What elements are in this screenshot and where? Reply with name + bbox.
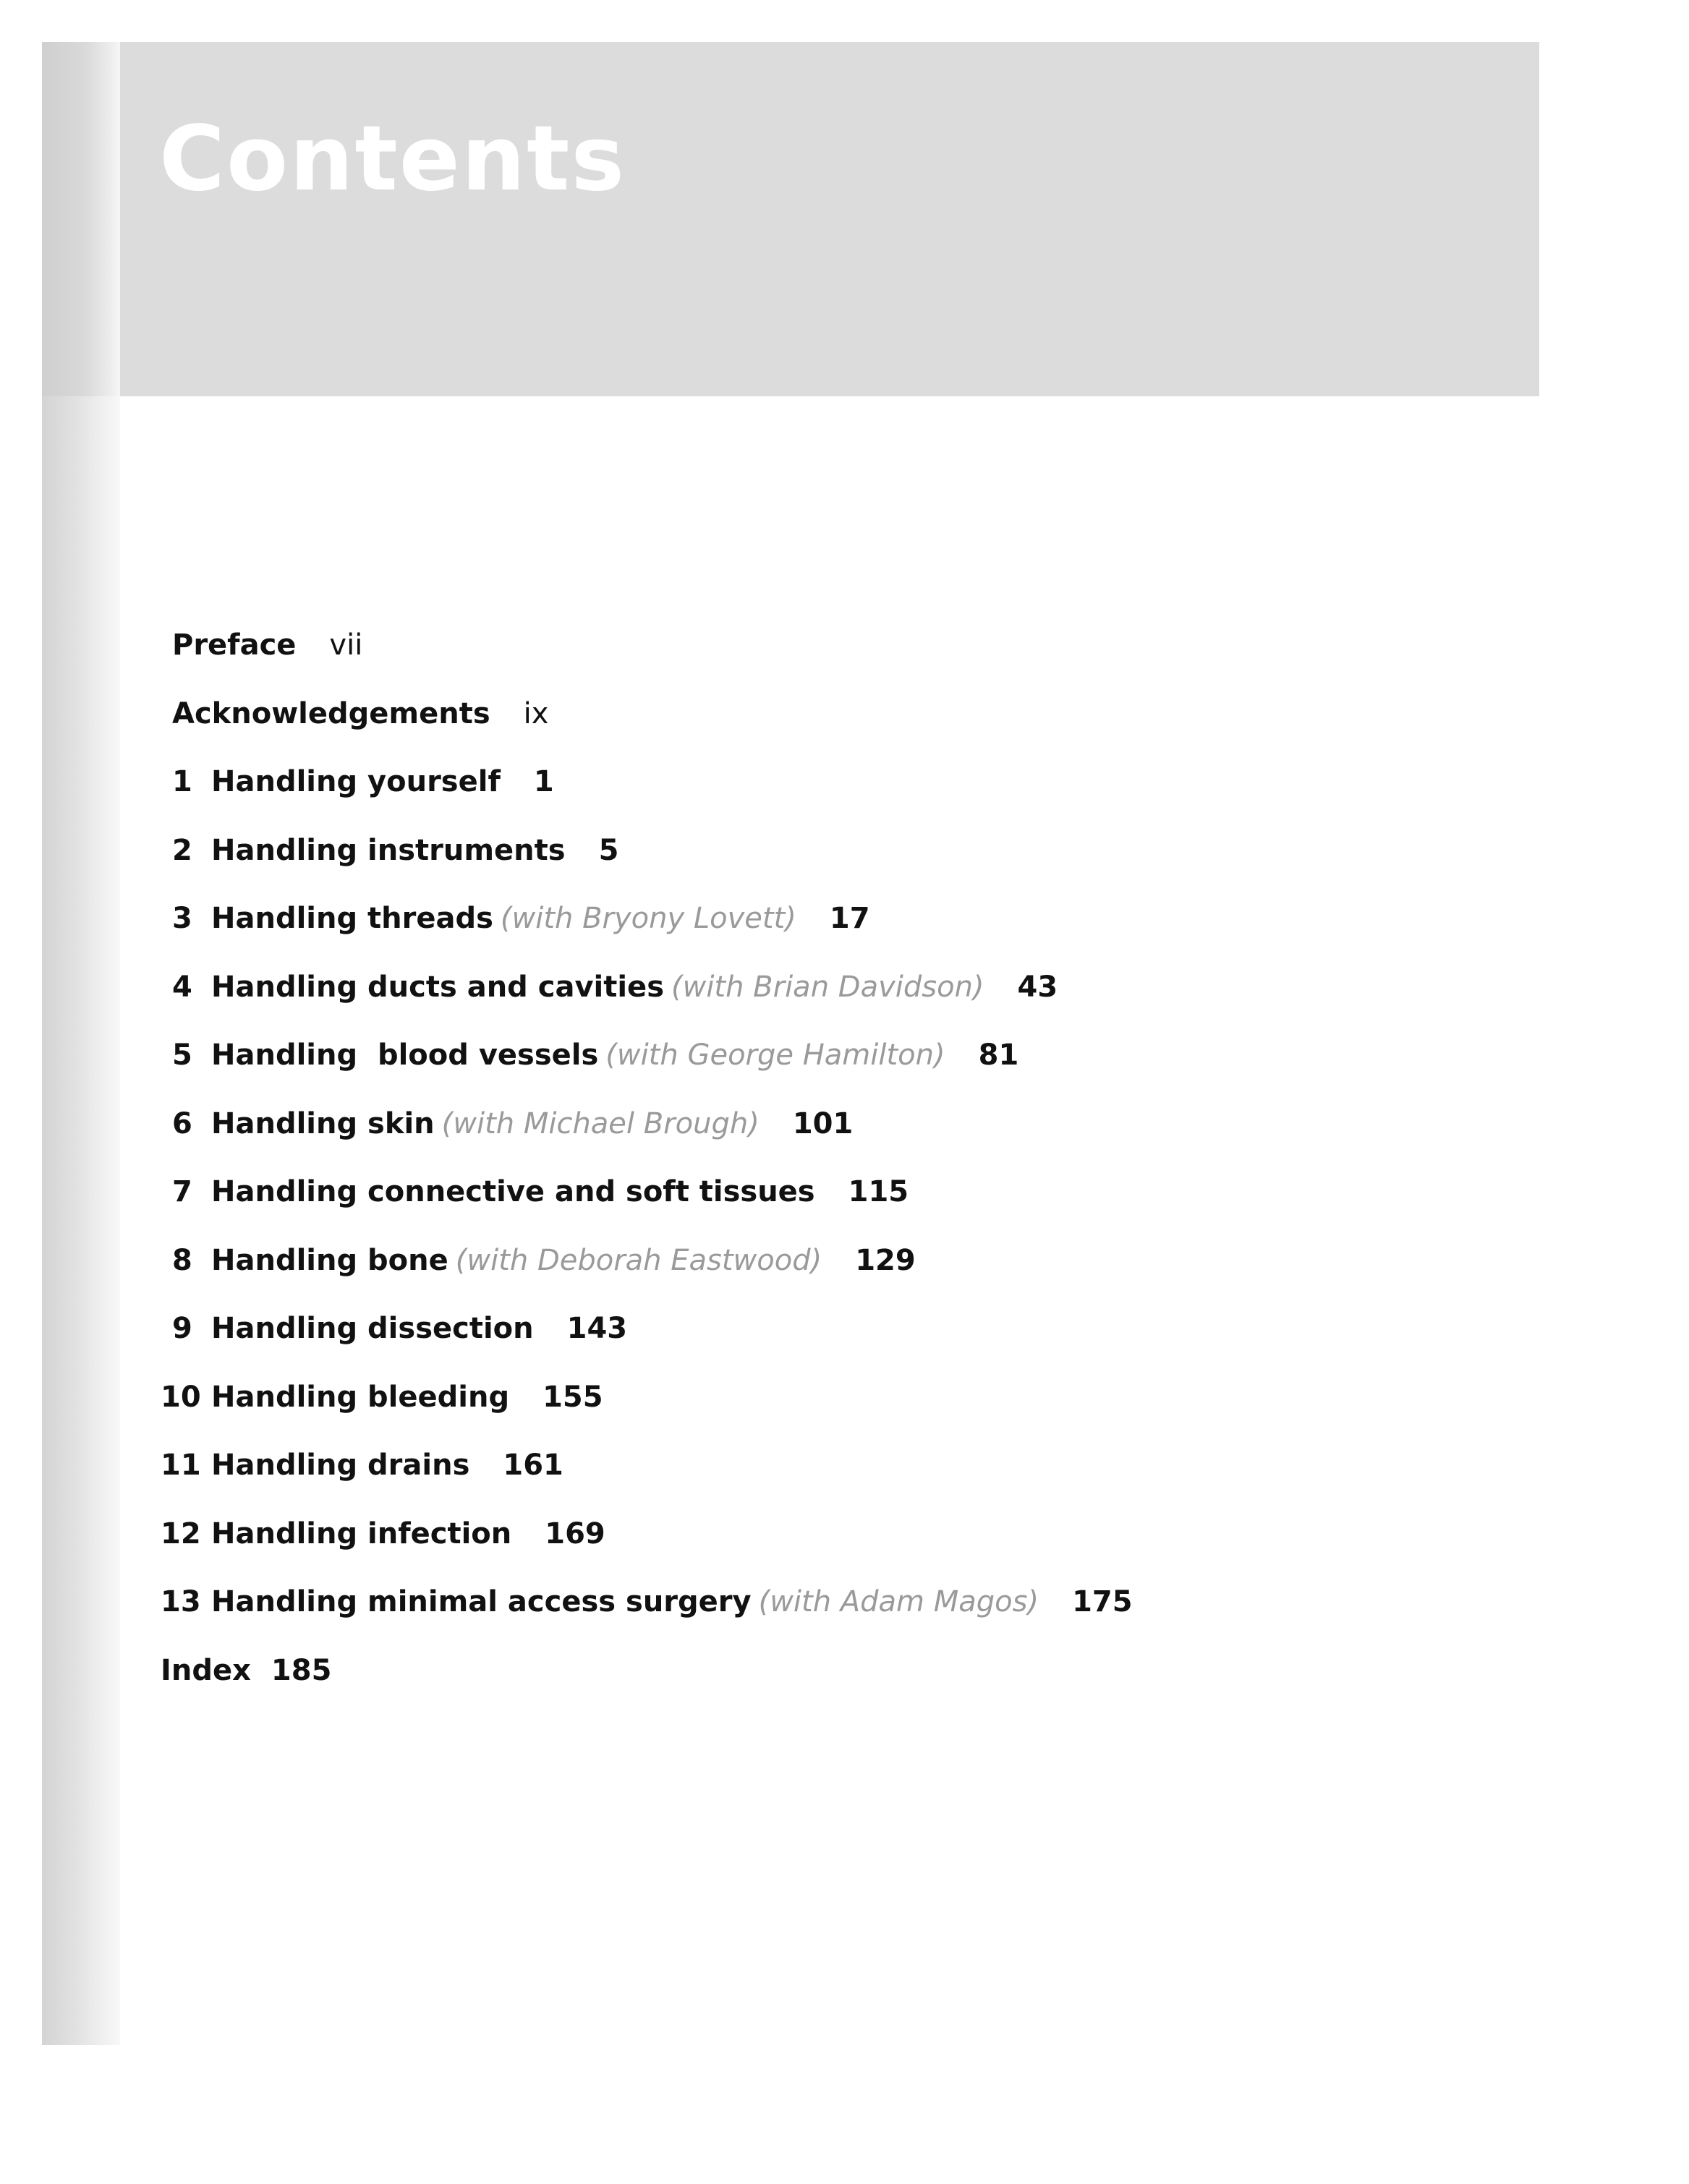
page-number: 5: [598, 833, 619, 867]
page-number: 81: [978, 1038, 1019, 1072]
entry-title: Handling infection: [211, 1517, 512, 1550]
toc-entry[interactable]: [172, 1106, 854, 1140]
entry-title: Handling bleeding: [211, 1380, 510, 1414]
chapter-number: 5: [172, 1038, 192, 1072]
chapter-number: 9: [172, 1312, 192, 1345]
toc-entry[interactable]: [161, 1653, 332, 1687]
page-number: 185: [271, 1653, 332, 1687]
entry-title: Handling drains: [211, 1449, 470, 1482]
contributor-credit: (with Brian Davidson): [671, 970, 984, 1004]
page-spine-shadow-lower: [42, 396, 120, 2045]
toc-entry[interactable]: [172, 904, 870, 933]
page-number: 143: [566, 1312, 628, 1345]
chapter-number: 6: [172, 1106, 192, 1140]
chapter-number: 4: [172, 970, 192, 1004]
toc-entry[interactable]: [172, 970, 1058, 1004]
chapter-number: 10: [161, 1380, 201, 1414]
entry-title: Handling blood vessels: [211, 1038, 599, 1072]
entry-title: Handling skin: [211, 1106, 435, 1140]
toc-entry[interactable]: [172, 1314, 627, 1343]
page-number: ix: [523, 696, 549, 730]
entry-title: Handling instruments: [211, 833, 566, 867]
toc-entry[interactable]: [172, 767, 554, 796]
page-number: vii: [329, 628, 363, 662]
contributor-credit: (with Bryony Lovett): [500, 902, 796, 935]
toc-entry[interactable]: [161, 1519, 605, 1548]
contributor-credit: (with Deborah Eastwood): [455, 1243, 822, 1277]
page-number: 17: [829, 902, 870, 935]
chapter-number: 1: [172, 765, 192, 798]
page-number: 1: [533, 765, 554, 798]
entry-title: Handling threads: [211, 902, 493, 935]
chapter-number: 7: [172, 1175, 192, 1208]
page-number: 169: [545, 1517, 605, 1550]
page-number: 129: [855, 1243, 916, 1277]
page-number: 161: [503, 1449, 563, 1482]
toc-entry[interactable]: [172, 1177, 909, 1206]
chapter-number: 11: [161, 1449, 201, 1482]
toc-entry[interactable]: [172, 628, 363, 662]
toc-entry[interactable]: [161, 1587, 1133, 1616]
toc-entry[interactable]: [172, 1038, 1019, 1072]
entry-title: Handling yourself: [211, 765, 501, 798]
page-number: 155: [543, 1380, 603, 1414]
entry-title: Handling minimal access surgery: [211, 1585, 752, 1618]
toc-entry[interactable]: [172, 696, 549, 730]
chapter-number: 12: [161, 1517, 201, 1550]
entry-title: Index: [161, 1653, 251, 1687]
toc-entry[interactable]: [161, 1380, 603, 1414]
page-number: 115: [848, 1175, 909, 1208]
toc-entry[interactable]: [172, 1243, 916, 1277]
chapter-number: 8: [172, 1243, 192, 1277]
page-title: Contents: [159, 107, 626, 211]
entry-title: Acknowledgements: [172, 696, 490, 730]
entry-title: Handling connective and soft tissues: [211, 1175, 815, 1208]
entry-title: Handling ducts and cavities: [211, 970, 664, 1004]
toc-entry[interactable]: [161, 1451, 563, 1480]
chapter-number: 2: [172, 833, 192, 867]
header-band: [42, 42, 1539, 396]
contributor-credit: (with George Hamilton): [605, 1038, 945, 1072]
chapter-number: 13: [161, 1585, 201, 1618]
contributor-credit: (with Michael Brough): [441, 1106, 760, 1140]
toc-entry[interactable]: [172, 833, 619, 867]
contributor-credit: (with Adam Magos): [758, 1585, 1039, 1618]
page-number: 101: [792, 1106, 854, 1140]
page-number: 43: [1017, 970, 1058, 1004]
entry-title: Handling bone: [211, 1243, 448, 1277]
chapter-number: 3: [172, 902, 192, 935]
entry-title: Preface: [172, 628, 297, 662]
page-number: 175: [1072, 1585, 1133, 1618]
entry-title: Handling dissection: [211, 1312, 534, 1345]
